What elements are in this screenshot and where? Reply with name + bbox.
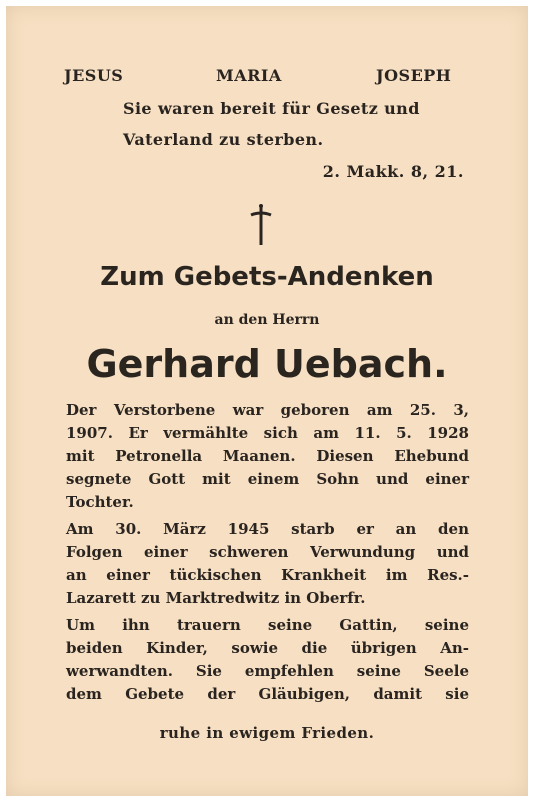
verse-line-1: Sie waren bereit für Gesetz und bbox=[123, 99, 420, 118]
header-joseph: JOSEPH bbox=[376, 66, 452, 85]
body-line: Um ihn trauern seine Gattin, seine bbox=[66, 616, 469, 634]
body-line: werwandten. Sie empfehlen seine Seele bbox=[66, 662, 469, 680]
body-line: Folgen einer schweren Verwundung und bbox=[66, 543, 469, 561]
closing-line: ruhe in ewigem Frieden. bbox=[159, 724, 375, 742]
page-title: Zum Gebets-Andenken bbox=[100, 262, 434, 292]
body-line: segnete Gott mit einem Sohn und einer bbox=[66, 470, 469, 488]
deceased-name: Gerhard Uebach. bbox=[86, 342, 448, 386]
body-line: mit Petronella Maanen. Diesen Ehebund bbox=[66, 447, 469, 465]
body-line: dem Gebete der Gläubigen, damit sie bbox=[66, 685, 469, 703]
header-maria: MARIA bbox=[216, 66, 282, 85]
cross-icon bbox=[246, 203, 276, 247]
header-jesus: JESUS bbox=[64, 66, 124, 85]
verse-reference: 2. Makk. 8, 21. bbox=[322, 162, 464, 181]
body-line: beiden Kinder, sowie die übrigen An- bbox=[66, 639, 469, 657]
body-line: Tochter. bbox=[66, 493, 134, 511]
body-line: Der Verstorbene war geboren am 25. 3, bbox=[66, 401, 469, 419]
body-line: 1907. Er vermählte sich am 11. 5. 1928 bbox=[66, 424, 469, 442]
body-line: Am 30. März 1945 starb er an den bbox=[66, 520, 469, 538]
memorial-card bbox=[6, 6, 528, 796]
subtitle: an den Herrn bbox=[214, 312, 320, 328]
verse-line-2: Vaterland zu sterben. bbox=[123, 130, 324, 149]
body-line: an einer tückischen Krankheit im Res.- bbox=[66, 566, 469, 584]
body-line: Lazarett zu Marktredwitz in Oberfr. bbox=[66, 589, 366, 607]
